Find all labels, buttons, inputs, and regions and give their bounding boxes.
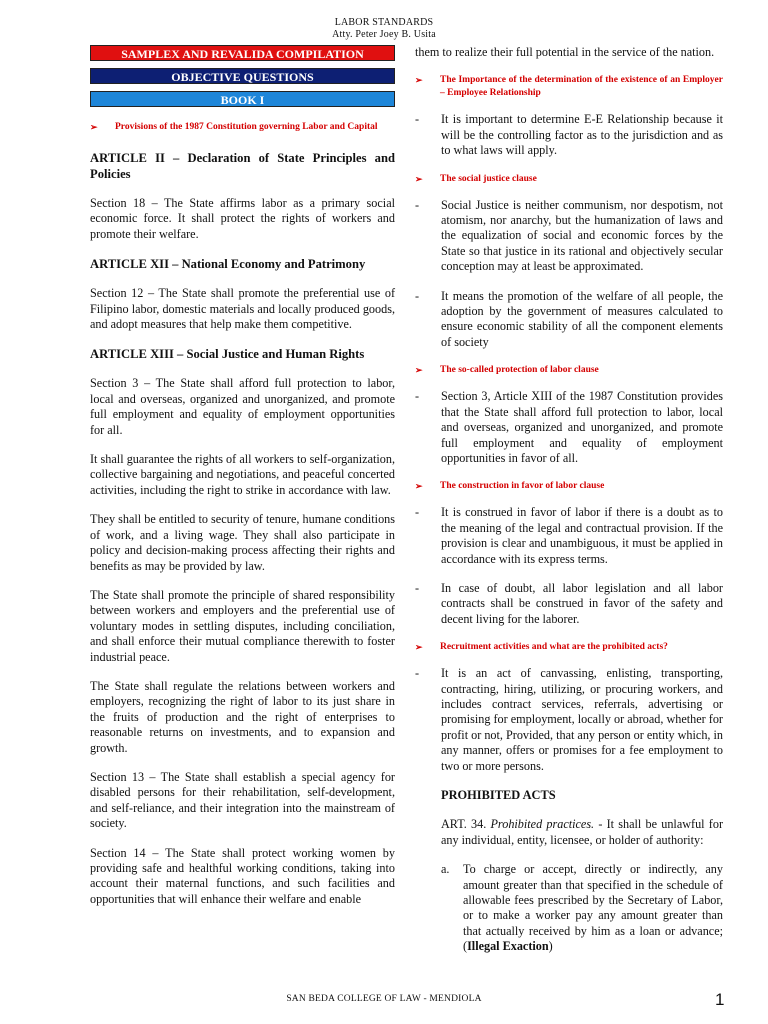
social-justice-definition: Social Justice is neither communism, nor despotism, not atomism, nor anarchy, but the humanization of laws and the equalization of social and economic forces by the State so that justice in its rational and objectively secular conception may at least be approximated. <box>441 197 723 274</box>
section-18-text: Section 18 – The State affirms labor as a primary social economic force. It shall protect the rights of workers and promote their welfare. <box>90 196 395 241</box>
article-34-number: ART. 34. <box>441 817 487 832</box>
construction-text-1: It is construed in favor of labor if there is a doubt as to the meaning of the legal and contractual provision. If the provision is clear and unambiguous, it must be applied in accordance with its express terms. <box>441 505 723 566</box>
dash-item <box>415 198 723 275</box>
arrow-bullet-icon: ➢ <box>415 365 423 376</box>
right-column <box>415 45 723 955</box>
regulate-relations-paragraph: The State shall regulate the relations between workers and employers, recognizing the right of labor to its just share in the fruits of production and the right of enterprises to reasonable returns on investments, and to expansion and growth. <box>90 678 395 755</box>
section-3-text: Section 3 – The State shall afford full protection to labor, local and overseas, organized and unorganized, and promote full employment and equality of employment opportunities for all. <box>90 376 395 437</box>
banner-book-i: BOOK I <box>90 91 395 107</box>
arrow-bullet-icon: ➢ <box>415 642 423 653</box>
dash-item <box>415 112 723 158</box>
social-justice-welfare: It means the promotion of the welfare of all people, the adoption by the government of measures calculated to ensure economic stability of all the component elements of society <box>441 288 723 349</box>
dash-marker: - <box>415 197 420 212</box>
banner-samplex: SAMPLEX AND REVALIDA COMPILATION <box>90 45 395 61</box>
bullet-text: The Importance of the determination of the existence of an Employer – Employee Relationship <box>440 75 723 99</box>
illegal-exaction-label: Illegal Exaction <box>467 939 549 954</box>
dash-item <box>415 289 723 351</box>
section-12-text: Section 12 – The State shall promote the preferential use of Filipino labor, domestic materials and locally produced goods, and adopt measures that help make them competitive. <box>90 286 395 332</box>
dash-marker: - <box>415 666 420 681</box>
section-13-text: Section 13 – The State shall establish a special agency for disabled persons for their rehabilitation, self-development, and self-reliance, and their integration into the mainstream of society. <box>90 769 395 831</box>
header-author: Atty. Peter Joey B. Usita <box>332 29 436 40</box>
prohibited-acts-heading: PROHIBITED ACTS <box>441 788 556 802</box>
bullet-text: Provisions of the 1987 Constitution governing Labor and Capital <box>115 122 378 132</box>
left-column <box>90 45 395 921</box>
bullet-protection-of-labor <box>415 364 723 377</box>
bullet-constitution-provisions <box>90 121 395 134</box>
bullet-construction-favor-labor <box>415 480 723 493</box>
construction-text-2: In case of doubt, all labor legislation and all labor contracts shall be construed in favor of the safety and decent living for the laborer. <box>441 580 723 626</box>
continued-text: them to realize their full potential in the service of the nation. <box>415 45 715 59</box>
article-34-title: Prohibited practices. <box>490 817 595 832</box>
article-xii-heading: ARTICLE XII – National Economy and Patrimony <box>90 257 366 272</box>
banner-objective-questions: OBJECTIVE QUESTIONS <box>90 68 395 84</box>
arrow-bullet-icon: ➢ <box>90 122 98 132</box>
article-34-text: - It shall be unlawful for any individual, entity, licensee, or holder of authority: <box>441 817 724 847</box>
page-number: 1 <box>715 990 725 1009</box>
bullet-text: The so-called protection of labor clause <box>440 365 599 376</box>
dash-marker: - <box>415 389 420 404</box>
dash-item <box>415 389 723 466</box>
bullet-text: The construction in favor of labor clause <box>440 481 605 492</box>
list-item-a-text <box>463 862 723 954</box>
bullet-recruitment <box>415 641 723 654</box>
arrow-bullet-icon: ➢ <box>415 173 423 184</box>
bullet-text: Recruitment activities and what are the prohibited acts? <box>440 642 668 653</box>
recruitment-definition: It is an act of canvassing, enlisting, transporting, contracting, hiring, utilizing, or procuring workers, and includes contract services, referrals, advertising or promising for employment, locally or abroad, whether for profit or not, Provided, that any person or entity which, in any manner, offers or promises for a fee employment to two or more persons. <box>441 666 723 773</box>
shared-responsibility-paragraph: The State shall promote the principle of shared responsibility between workers and employers and the preferential use of voluntary modes in settling disputes, including conciliation, and shall enforce their mutual compliance therewith to foster industrial peace. <box>90 587 395 664</box>
footer-school: SAN BEDA COLLEGE OF LAW - MENDIOLA <box>286 994 482 1004</box>
arrow-bullet-icon: ➢ <box>415 75 423 86</box>
item-a-close: ) <box>548 939 553 954</box>
bullet-social-justice <box>415 173 723 186</box>
item-a-body: To charge or accept, directly or indirectly, any amount greater than that specified in the schedule of allowable fees prescribed by the Secretary of Labor, or to make a worker pay any amount greater than that actually received by him as a loan or advance; ( <box>463 862 723 954</box>
article-xiii-heading: ARTICLE XIII – Social Justice and Human Rights <box>90 347 365 362</box>
dash-item <box>415 505 723 567</box>
dash-marker: - <box>415 580 420 595</box>
bullet-ee-relationship <box>415 74 723 100</box>
article-34-intro <box>415 817 723 848</box>
article-ii-heading: ARTICLE II – Declaration of State Principles and Policies <box>90 151 395 181</box>
dash-item <box>415 666 723 774</box>
section-14-text: Section 14 – The State shall protect working women by providing safe and healthful working conditions, taking into account their maternal functions, and such facilities and opportunities that will enhance their welfare and enable <box>90 845 395 906</box>
arrow-bullet-icon: ➢ <box>415 481 423 492</box>
dash-marker: - <box>415 505 420 520</box>
list-item-a <box>415 862 723 954</box>
list-letter: a. <box>441 862 450 877</box>
bullet-text: The social justice clause <box>440 173 537 184</box>
guarantee-paragraph: It shall guarantee the rights of all workers to self-organization, collective bargaining and negotiations, and peaceful concerted activities, including the right to strike in accordance with law. <box>90 452 395 497</box>
dash-marker: - <box>415 112 420 127</box>
dash-marker: - <box>415 288 420 303</box>
header-title: LABOR STANDARDS <box>334 17 434 28</box>
dash-item <box>415 581 723 627</box>
page-header <box>0 17 768 41</box>
protection-of-labor-text: Section 3, Article XIII of the 1987 Constitution provides that the State shall afford full protection to labor, local and overseas, organized and unorganized, and promote full employment and equality of employment opportunities in favor of all. <box>441 389 723 465</box>
ee-relationship-text: It is important to determine E-E Relationship because it will be the controlling factor as to the jurisdiction and as to what laws will apply. <box>441 112 723 158</box>
security-of-tenure-paragraph: They shall be entitled to security of tenure, humane conditions of work, and a living wage. They shall also participate in policy and decision-making process affecting their rights and benefits as may be provided by law. <box>90 512 395 573</box>
